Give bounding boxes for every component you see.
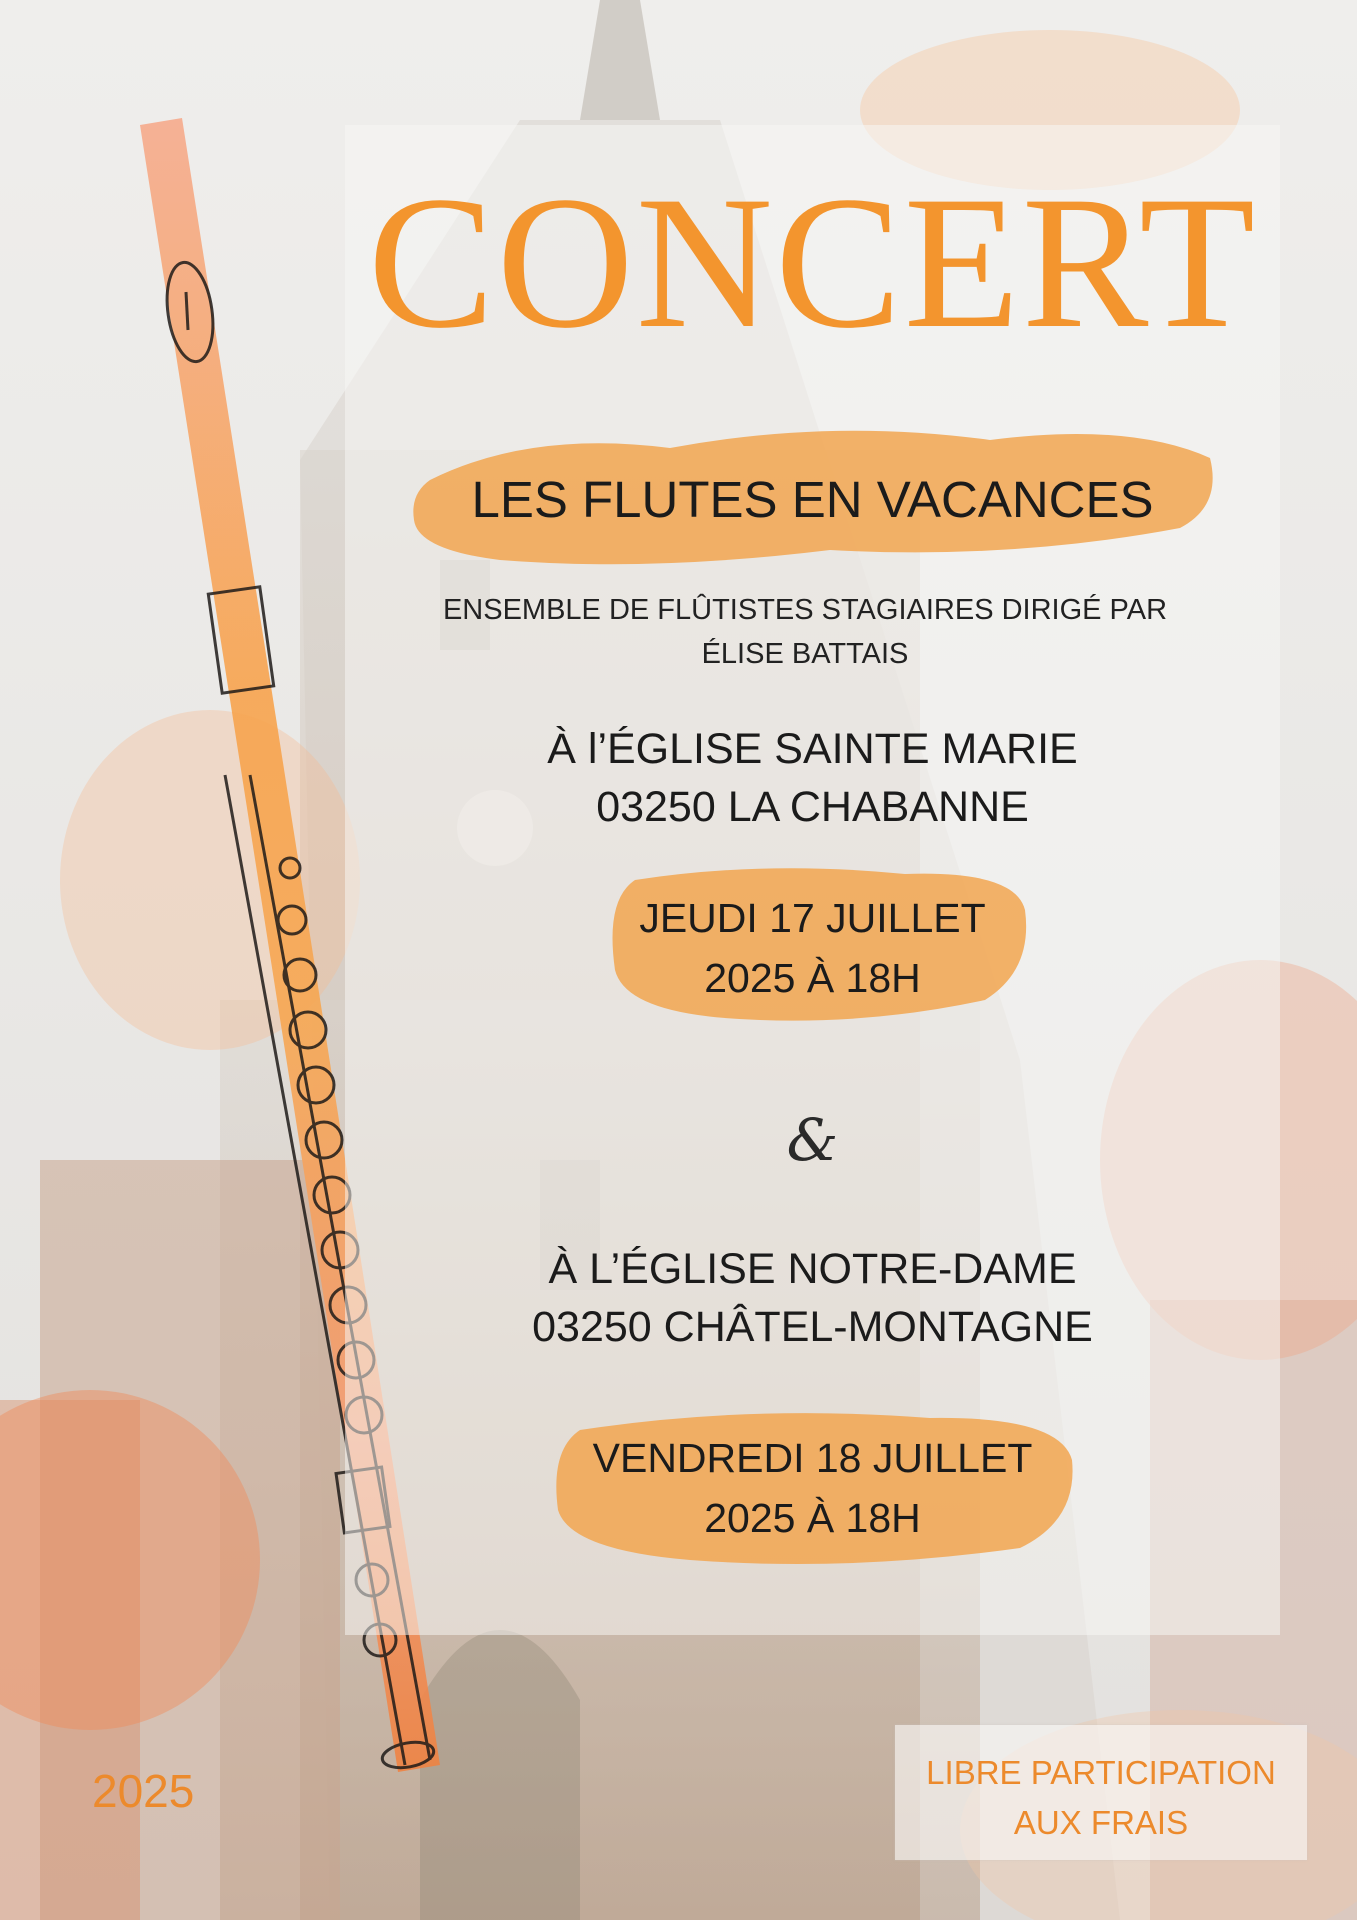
year-label: 2025 [92,1765,195,1817]
date-1-day: JEUDI 17 JUILLET [639,895,986,941]
ampersand: & [786,1106,839,1174]
date-1 [345,888,1280,1008]
date-2 [345,1428,1280,1548]
ensemble-description [395,588,1215,676]
participation-text [895,1748,1307,1848]
ensemble-line-1: ENSEMBLE DE FLÛTISTES STAGIAIRES DIRIGÉ PAR [442,594,1168,626]
participation-line-1: LIBRE PARTICIPATION [926,1754,1276,1791]
date-2-day: VENDREDI 18 JUILLET [592,1435,1033,1481]
participation-line-2: AUX FRAIS [1013,1804,1189,1841]
venue-1 [345,720,1280,836]
date-1-time: 2025 À 18H [704,955,921,1001]
ensemble-name: LES FLUTES EN VACANCES [471,471,1154,528]
venue-2-name: À L’ÉGLISE NOTRE-DAME [548,1245,1077,1293]
venue-2-town: 03250 CHÂTEL-MONTAGNE [532,1303,1093,1351]
venue-1-town: 03250 LA CHABANNE [596,783,1029,831]
concert-title: CONCERT [367,158,1258,368]
venue-2 [345,1240,1280,1356]
venue-1-name: À l’ÉGLISE SAINTE MARIE [547,725,1078,773]
ensemble-line-2: ÉLISE BATTAIS [701,638,909,670]
date-2-time: 2025 À 18H [704,1495,921,1541]
